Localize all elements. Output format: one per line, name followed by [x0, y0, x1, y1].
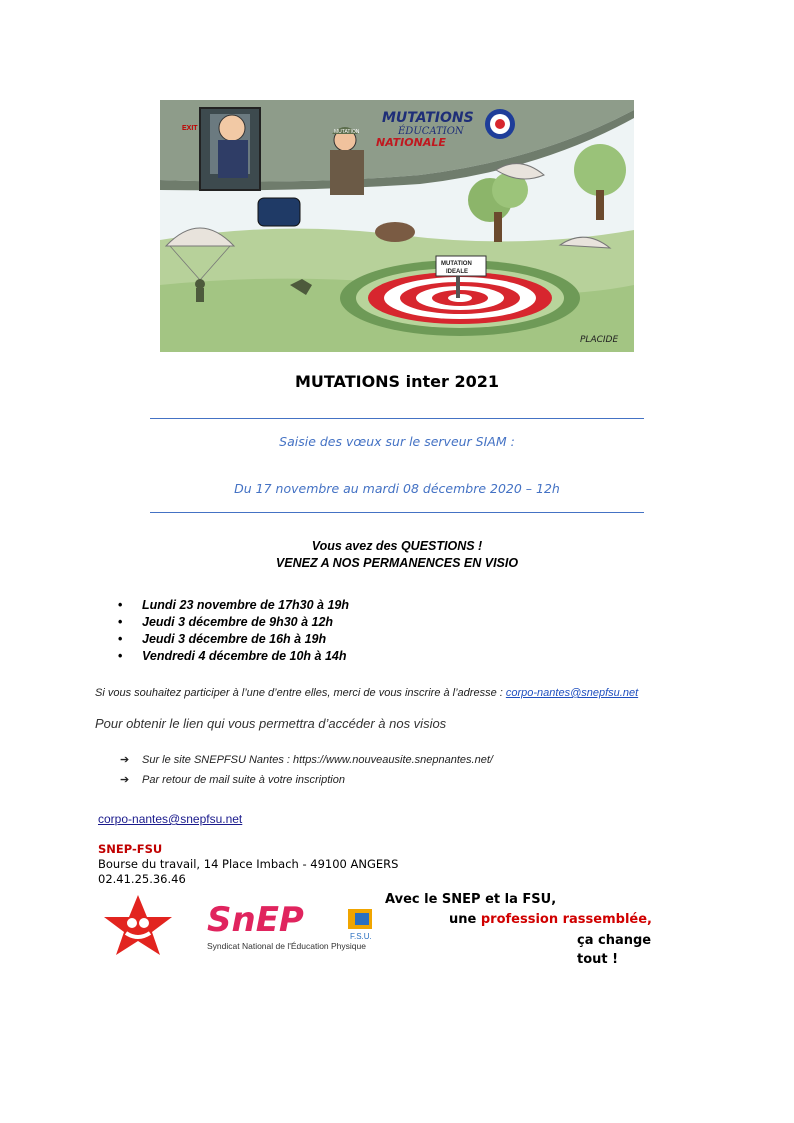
snep-logo [205, 895, 380, 955]
bullet-icon: • [118, 598, 123, 612]
visio-heading: VENEZ A NOS PERMANENCES EN VISIO [275, 556, 519, 570]
list-item: ➔ Sur le site SNEPFSU Nantes : https://www.nouveausite.snepnantes.net/ [120, 754, 493, 766]
footer-email-link[interactable]: corpo-nantes@snepfsu.net [98, 812, 243, 826]
slogan-line1: Avec le SNEP et la FSU, [385, 892, 557, 907]
bullet-icon: • [118, 632, 123, 646]
fuselage-sub2: NATIONALE [376, 136, 446, 149]
slogan-line2: une profession rassemblée, [449, 912, 652, 927]
saisie-text: Saisie des vœux sur le serveur SIAM : [279, 434, 515, 449]
divider-top [150, 418, 644, 419]
bullet-icon: • [118, 615, 123, 629]
page-title: MUTATIONS inter 2021 [294, 372, 500, 391]
dates-text: Du 17 novembre au mardi 08 décembre 2020 – 12h [234, 481, 560, 496]
target-sign-line2: IDEALE [446, 269, 469, 275]
permanences-list [118, 597, 349, 665]
slogan-line3: ça change tout ! [577, 933, 652, 967]
fuselage-title: MUTATIONS [382, 110, 474, 126]
fsu-text: F.S.U. [350, 932, 372, 941]
exit-sign: EXIT [182, 125, 198, 132]
questions-heading: Vous avez des QUESTIONS ! [311, 539, 483, 553]
arrow-list [120, 752, 493, 792]
slogan-block [385, 890, 685, 967]
list-item: • Vendredi 4 décembre de 10h à 14h [118, 649, 347, 663]
cartoon-signature: PLACIDE [580, 335, 619, 345]
org-block [98, 842, 398, 887]
snep-logo-text: SnEP [207, 900, 304, 940]
org-phone: 02.41.25.36.46 [98, 872, 186, 886]
helmet-text: MUTATION [334, 129, 360, 135]
inscription-email-link[interactable]: corpo-nantes@snepfsu.net [505, 687, 639, 699]
list-item: • Lundi 23 novembre de 17h30 à 19h [118, 598, 350, 612]
obtenir-paragraph: Pour obtenir le lien qui vous permettra d’accéder à nos visios [95, 716, 447, 731]
snep-subtitle: Syndicat National de l'Éducation Physique [207, 941, 366, 951]
list-item: • Jeudi 3 décembre de 9h30 à 12h [118, 615, 334, 629]
fsu-star-logo [102, 893, 174, 957]
target-sign-line1: MUTATION [441, 261, 472, 267]
list-item: ➔ Par retour de mail suite à votre inscription [120, 774, 345, 786]
arrow-icon: ➔ [120, 754, 130, 766]
org-address: Bourse du travail, 14 Place Imbach - 49100 ANGERS [98, 857, 399, 871]
list-item: • Jeudi 3 décembre de 16h à 19h [118, 632, 327, 646]
divider-bottom [150, 512, 644, 513]
bullet-icon: • [118, 649, 123, 663]
fuselage-sub1: ÉDUCATION [398, 126, 464, 137]
cartoon-illustration [160, 100, 634, 352]
arrow-icon: ➔ [120, 774, 130, 786]
inscription-paragraph: Si vous souhaitez participer à l’une d’entre elles, merci de vous inscrire à l’adresse : corpo-nantes@snepfsu.net [95, 687, 639, 699]
org-name: SNEP-FSU [98, 842, 163, 856]
